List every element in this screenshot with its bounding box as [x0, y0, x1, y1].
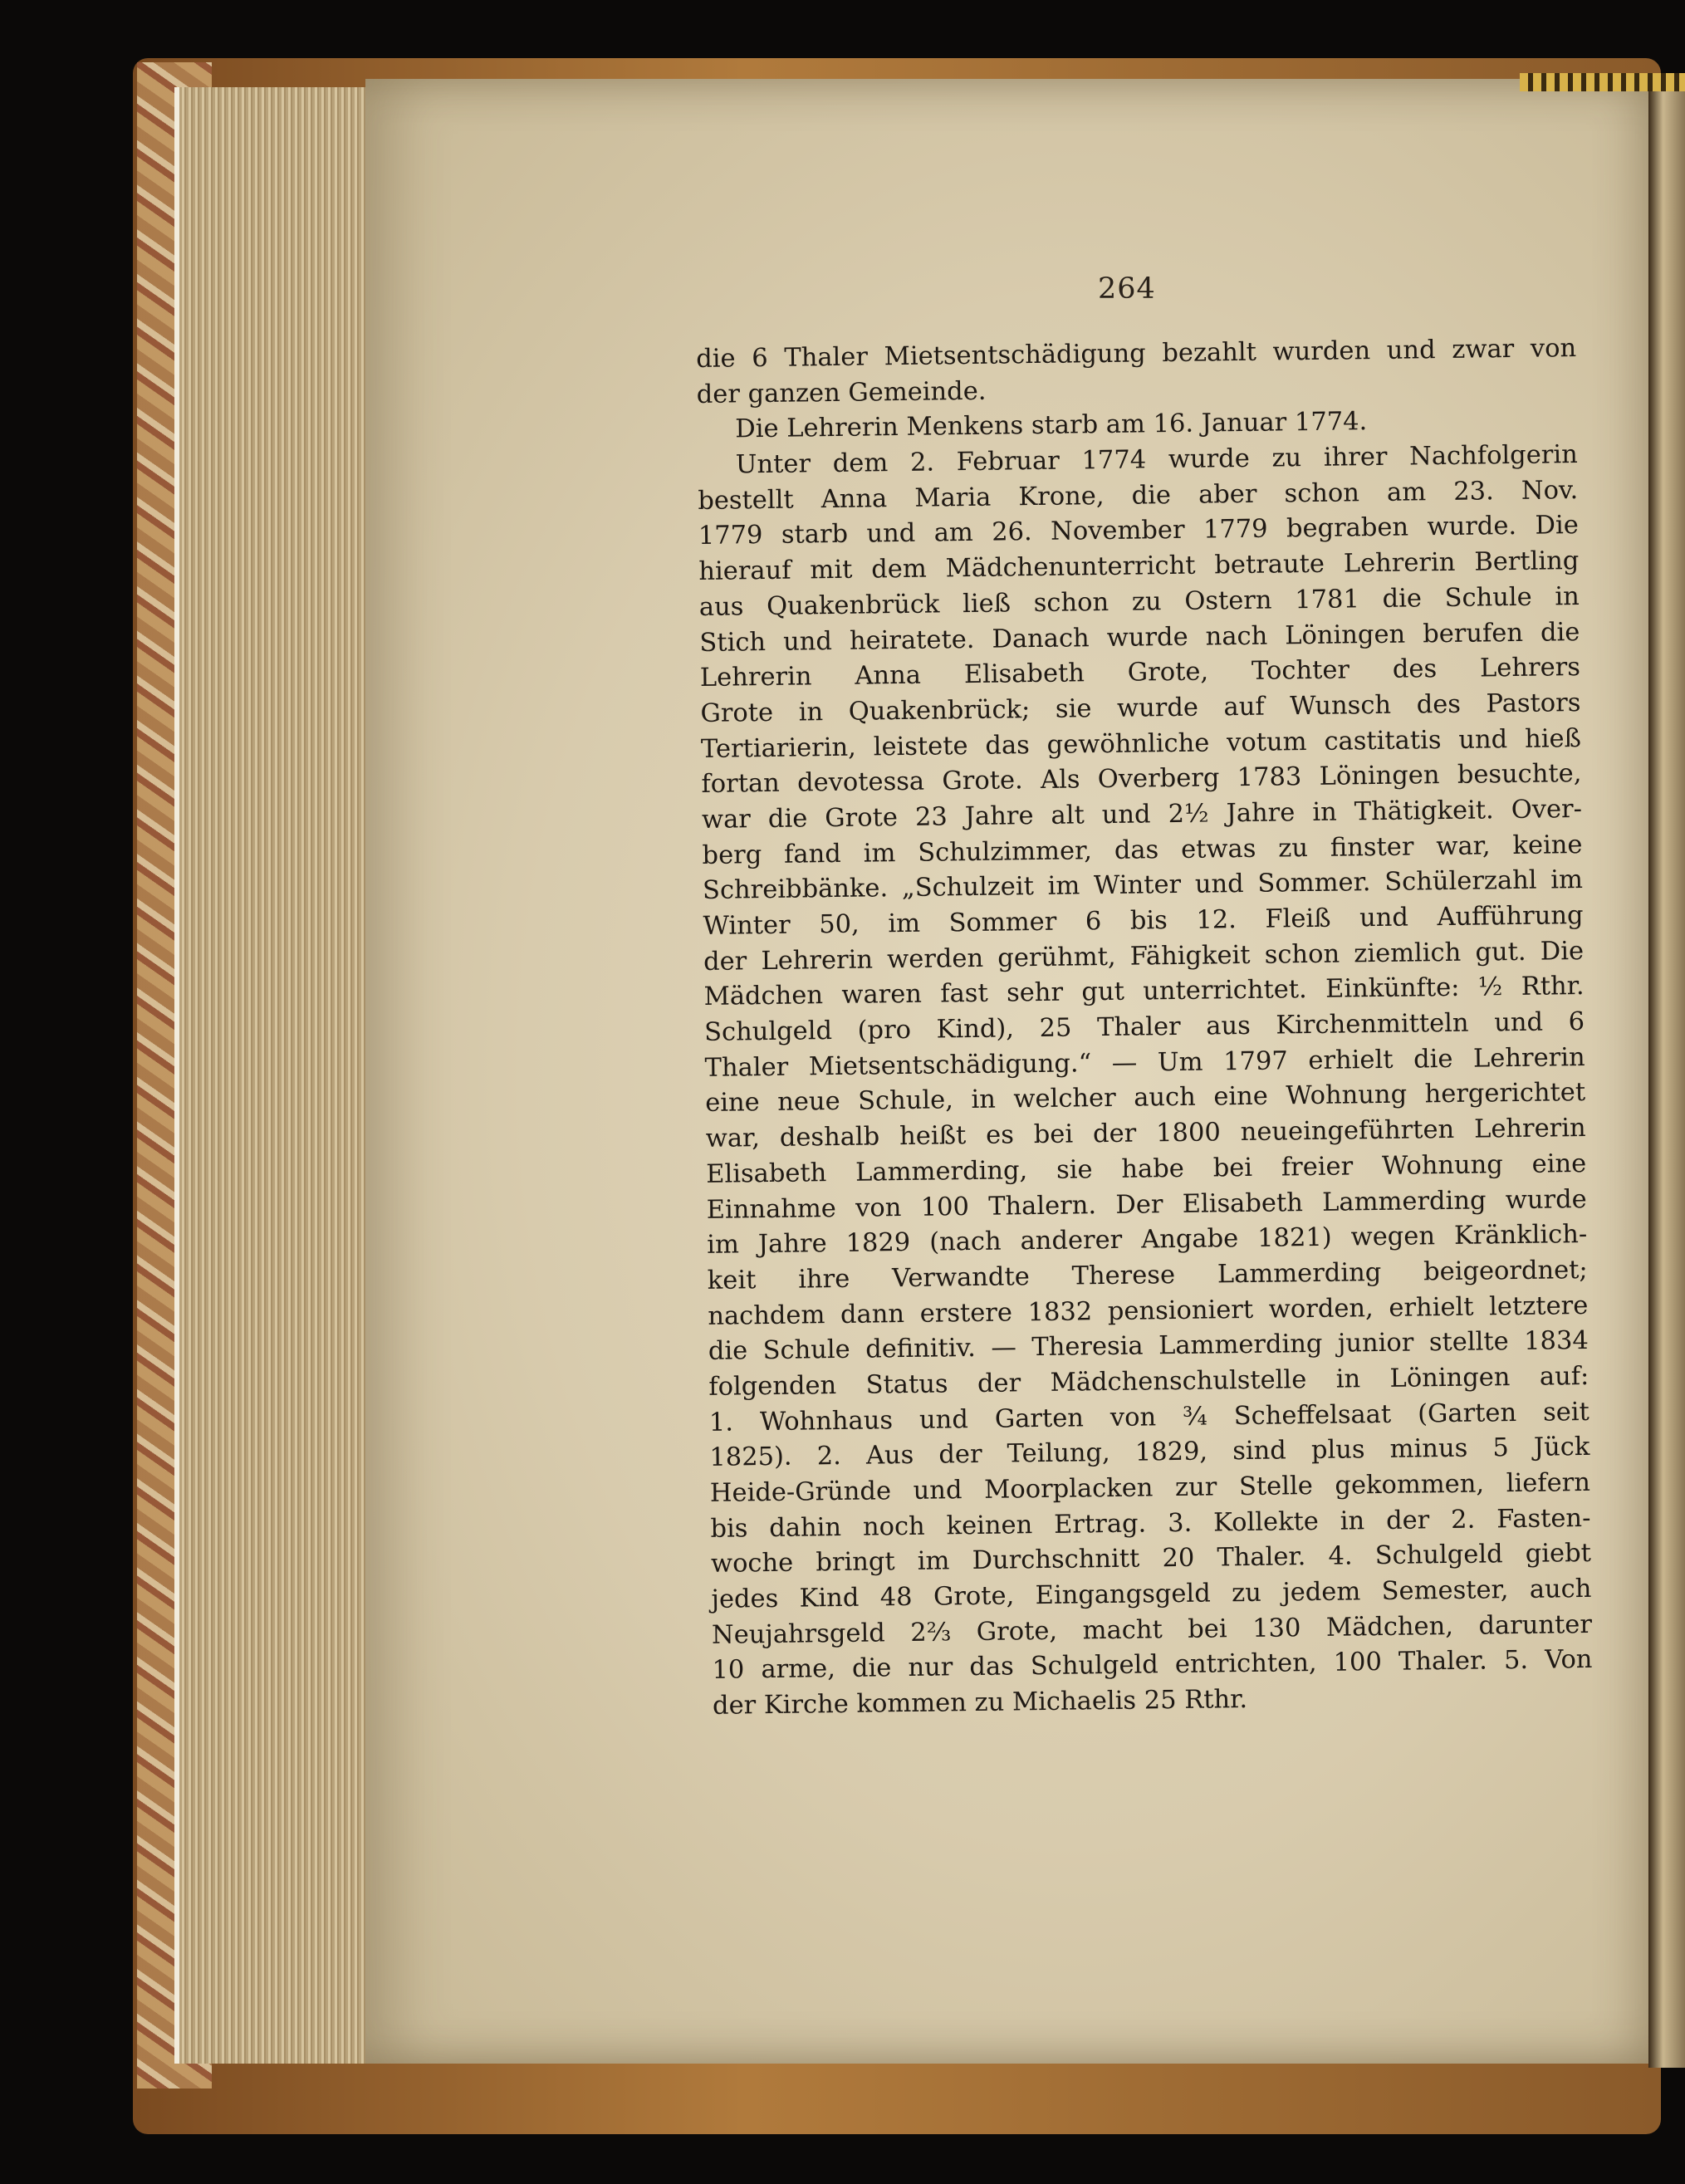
text-line: Neujahrsgeld 2⅔ Grote, macht bei 130 Mädchen, darunter	[711, 1609, 1593, 1650]
text-line: woche bringt im Durchschnitt 20 Thaler. 4. Schulgeld giebt	[710, 1539, 1592, 1579]
text-line: bis dahin noch keinen Ertrag. 3. Kollekte in der 2. Fasten-	[710, 1503, 1591, 1544]
text-line: Heide-Gründe und Moorplacken zur Stelle gekommen, liefern	[709, 1467, 1591, 1508]
text-line: berg fand im Schulzimmer, das etwas zu finster war, keine	[702, 830, 1583, 870]
spine-decoration	[1520, 73, 1685, 91]
text-line: jedes Kind 48 Grote, Eingangsgeld zu jedem Semester, auch	[711, 1574, 1592, 1614]
text-line: war, deshalb heißt es bei der 1800 neueingeführten Lehrerin	[705, 1114, 1586, 1154]
text-line: nachdem dann erstere 1832 pensioniert worden, erhielt letztere	[708, 1290, 1589, 1331]
text-line: der Lehrerin werden gerühmt, Fähigkeit schon ziemlich gut. Die	[703, 936, 1585, 977]
text-line: 1779 starb und am 26. November 1779 begraben wurde. Die	[698, 511, 1579, 551]
text-line: Stich und heiratete. Danach wurde nach Löningen berufen die	[699, 617, 1580, 658]
body-text	[696, 331, 1593, 1725]
text-line: Schreibbänke. „Schulzeit im Winter und Sommer. Schülerzahl im	[702, 865, 1584, 906]
text-line: die Schule definitiv. — Theresia Lammerding junior stellte 1834	[708, 1326, 1589, 1367]
text-line: war die Grote 23 Jahre alt und 2½ Jahre in Thätigkeit. Over-	[701, 794, 1583, 835]
book-gutter	[1648, 91, 1685, 2068]
text-line: Einnahme von 100 Thalern. Der Elisabeth Lammerding wurde	[706, 1184, 1587, 1225]
text-line: Die Lehrerin Menkens starb am 16. Januar 1774.	[735, 407, 1368, 444]
page-number: 264	[1098, 272, 1156, 306]
text-line: Schulgeld (pro Kind), 25 Thaler aus Kirchenmitteln und 6	[703, 1007, 1585, 1047]
text-line: 1. Wohnhaus und Garten von ¾ Scheffelsaat (Garten seit	[708, 1397, 1590, 1437]
text-line: 1825). 2. Aus der Teilung, 1829, sind plus minus 5 Jück	[709, 1432, 1590, 1473]
text-line: Mädchen waren fast sehr gut unterrichtet. Einkünfte: ½ Rthr.	[703, 972, 1585, 1012]
text-line: Elisabeth Lammerding, sie habe bei freier Wohnung eine	[706, 1148, 1587, 1189]
text-line: fortan devotessa Grote. Als Overberg 1783 Löningen besuchte,	[701, 759, 1582, 800]
text-line: der Kirche kommen zu Michaelis 25 Rthr.	[712, 1685, 1248, 1721]
text-line: im Jahre 1829 (nach anderer Angabe 1821) wegen Kränklich-	[707, 1220, 1588, 1261]
text-line: eine neue Schule, in welcher auch eine Wohnung hergerichtet	[704, 1078, 1586, 1119]
text-line: bestellt Anna Maria Krone, die aber schon am 23. Nov.	[698, 475, 1579, 516]
text-line: Tertiarierin, leistete das gewöhnliche votum castitatis und hieß	[700, 723, 1582, 764]
text-line: 10 arme, die nur das Schulgeld entrichten, 100 Thaler. 5. Von	[712, 1645, 1593, 1686]
text-line: Unter dem 2. Februar 1774 wurde zu ihrer Nachfolgerin	[735, 440, 1578, 480]
text-line: keit ihre Verwandte Therese Lammerding beigeordnet;	[707, 1255, 1588, 1295]
text-line: Grote in Quakenbrück; sie wurde auf Wunsch des Pastors	[700, 688, 1581, 728]
text-line: hierauf mit dem Mädchenunterricht betraute Lehrerin Bertling	[698, 546, 1580, 587]
text-line: der ganzen Gemeinde.	[696, 376, 987, 409]
text-line: Lehrerin Anna Elisabeth Grote, Tochter des Lehrers	[699, 653, 1581, 693]
page-edges	[174, 87, 379, 2064]
text-line: die 6 Thaler Mietsentschädigung bezahlt wurden und zwar von	[696, 334, 1577, 374]
text-line: aus Quakenbrück ließ schon zu Ostern 1781 die Schule in	[698, 581, 1580, 622]
text-line: folgenden Status der Mädchenschulstelle in Löningen auf:	[708, 1361, 1589, 1402]
text-line: Thaler Mietsentschädigung.“ — Um 1797 erhielt die Lehrerin	[704, 1042, 1585, 1083]
text-line: Winter 50, im Sommer 6 bis 12. Fleiß und Aufführung	[703, 900, 1584, 941]
